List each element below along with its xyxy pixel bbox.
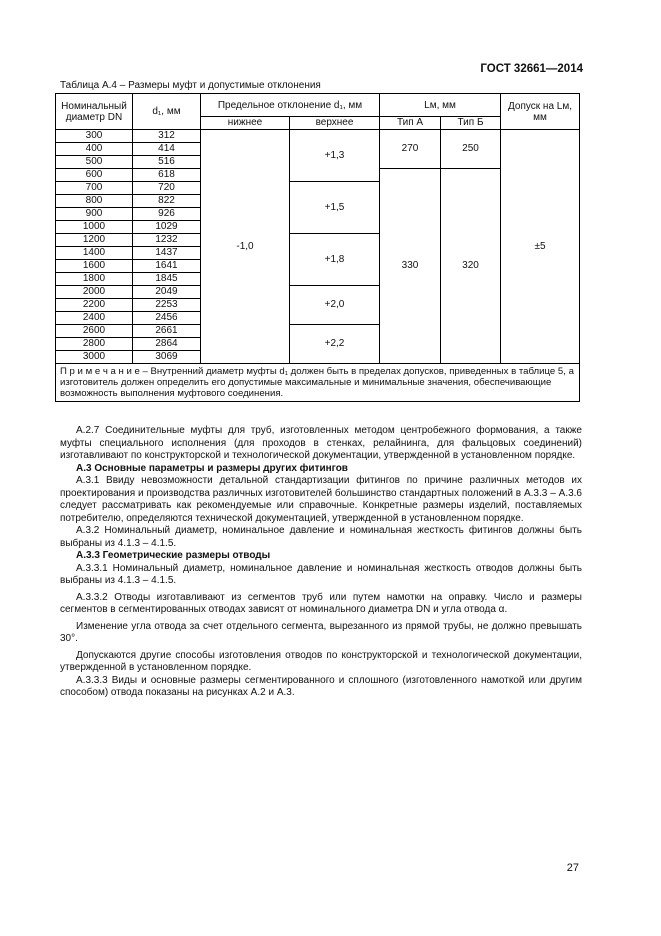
cell-dn: 2400 — [56, 312, 133, 325]
cell-lm-type-b: 320 — [441, 169, 501, 364]
cell-dn: 600 — [56, 169, 133, 182]
cell-d1: 1641 — [133, 260, 201, 273]
table-caption: Таблица А.4 – Размеры муфт и допустимые отклонения — [60, 80, 321, 91]
cell-lm-type-a: 270 — [380, 130, 441, 169]
cell-upper-deviation: +1,8 — [290, 234, 380, 286]
cell-d1: 516 — [133, 156, 201, 169]
cell-d1: 414 — [133, 143, 201, 156]
cell-d1: 720 — [133, 182, 201, 195]
cell-d1: 1029 — [133, 221, 201, 234]
header-d1: d₁, мм — [133, 94, 201, 130]
paragraph-angle-limit: Изменение угла отвода за счет отдельного сегмента, вырезанного из прямой трубы, не должно превышать 30°. — [60, 620, 582, 644]
header-tolerance: Допуск на Lм, мм — [501, 94, 580, 130]
cell-d1: 3069 — [133, 351, 201, 364]
paragraph-a2-7: А.2.7 Соединительные муфты для труб, изготовленных методом центробежного формования, а также муфты специального исполнения (для проходов в стенках, релайнинга, для фальцовых соединений) изготавливают по конструкторской и технологической документации, утвержденной в установленном порядке. — [60, 425, 582, 461]
standard-number: ГОСТ 32661—2014 — [480, 63, 583, 75]
paragraph-a3-3-1: А.3.3.1 Номинальный диаметр, номинальное давление и номинальная жесткость отводов должны быть выбраны из 4.1.3 – 4.1.5. — [60, 562, 582, 586]
paragraph-a3-1: А.3.1 Ввиду невозможности детальной стандартизации фитингов по причине различных методов их проектирования и производства различных изготовителей большинство стандартных положений в А.3.3 – А.3.6 следует рассматривать как рекомендуемые или справочные. Конкретные размеры изделий, поставляемых потребителю, определяются технической документацией, утвержденной в установленном порядке. — [60, 475, 582, 524]
cell-d1: 618 — [133, 169, 201, 182]
paragraph-a3-2: А.3.2 Номинальный диаметр, номинальное давление и номинальная жесткость фитингов должны быть выбраны из 4.1.3 – 4.1.5. — [60, 525, 582, 549]
cell-dn: 2800 — [56, 338, 133, 351]
cell-d1: 2253 — [133, 299, 201, 312]
cell-d1: 2864 — [133, 338, 201, 351]
cell-d1: 2661 — [133, 325, 201, 338]
cell-d1: 2456 — [133, 312, 201, 325]
cell-tolerance: ±5 — [501, 130, 580, 364]
paragraph-other-methods: Допускаются другие способы изготовления отводов по конструкторской и технологической документации, утвержденной в установленном порядке. — [60, 649, 582, 673]
cell-d1: 1845 — [133, 273, 201, 286]
header-deviation-upper: верхнее — [290, 117, 380, 130]
cell-dn: 800 — [56, 195, 133, 208]
note-label: П р и м е ч а н и е — [60, 366, 140, 377]
cell-lower-deviation: -1,0 — [201, 130, 290, 364]
heading-a3-3: А.3.3 Геометрические размеры отводы — [76, 550, 271, 561]
heading-a3: А.3 Основные параметры и размеры других фитингов — [76, 462, 348, 474]
cell-dn: 1600 — [56, 260, 133, 273]
cell-dn: 500 — [56, 156, 133, 169]
cell-dn: 700 — [56, 182, 133, 195]
cell-dn: 1800 — [56, 273, 133, 286]
cell-dn: 1200 — [56, 234, 133, 247]
cell-d1: 926 — [133, 208, 201, 221]
header-deviation: Предельное отклонение d₁, мм — [201, 94, 380, 117]
cell-dn: 900 — [56, 208, 133, 221]
paragraph-a3-3-3: А.3.3.3 Виды и основные размеры сегментированного и сплошного (изготовленного намоткой или другим способом) отвода показаны на рисунках А.2 и А.3. — [60, 674, 582, 698]
cell-dn: 3000 — [56, 351, 133, 364]
cell-upper-deviation: +2,2 — [290, 325, 380, 364]
header-deviation-lower: нижнее — [201, 117, 290, 130]
header-nominal-diameter: Номинальный диаметр DN — [56, 94, 133, 130]
cell-upper-deviation: +1,5 — [290, 182, 380, 234]
cell-dn: 2200 — [56, 299, 133, 312]
cell-d1: 1232 — [133, 234, 201, 247]
paragraph-a3-3-2: А.3.3.2 Отводы изготавливают из сегментов труб или путем намотки на оправку. Число и размеры сегментов в сегментированных отводах зависят от номинального диаметра DN и угла отвода α. — [60, 591, 582, 615]
cell-dn: 2000 — [56, 286, 133, 299]
cell-dn: 1400 — [56, 247, 133, 260]
cell-dn: 2600 — [56, 325, 133, 338]
header-lm: Lм, мм — [380, 94, 501, 117]
cell-d1: 312 — [133, 130, 201, 143]
cell-dn: 300 — [56, 130, 133, 143]
cell-d1: 822 — [133, 195, 201, 208]
cell-dn: 400 — [56, 143, 133, 156]
note-text: – Внутренний диаметр муфты d₁ должен быть в пределах допусков, приведенных в таблице 5, а изготовитель должен определить его допустимые максимальные и минимальные значения, обеспечивающие возможность выполнения муфтового соединения. — [60, 366, 574, 399]
table-note — [56, 364, 580, 402]
cell-d1: 2049 — [133, 286, 201, 299]
page-number: 27 — [566, 862, 579, 874]
cell-dn: 1000 — [56, 221, 133, 234]
header-type-a: Тип А — [380, 117, 441, 130]
header-type-b: Тип Б — [441, 117, 501, 130]
cell-lm-type-a: 330 — [380, 169, 441, 364]
cell-upper-deviation: +2,0 — [290, 286, 380, 325]
cell-lm-type-b: 250 — [441, 130, 501, 169]
body-text — [60, 425, 582, 700]
cell-d1: 1437 — [133, 247, 201, 260]
cell-upper-deviation: +1,3 — [290, 130, 380, 182]
coupling-dimensions-table — [55, 93, 580, 402]
